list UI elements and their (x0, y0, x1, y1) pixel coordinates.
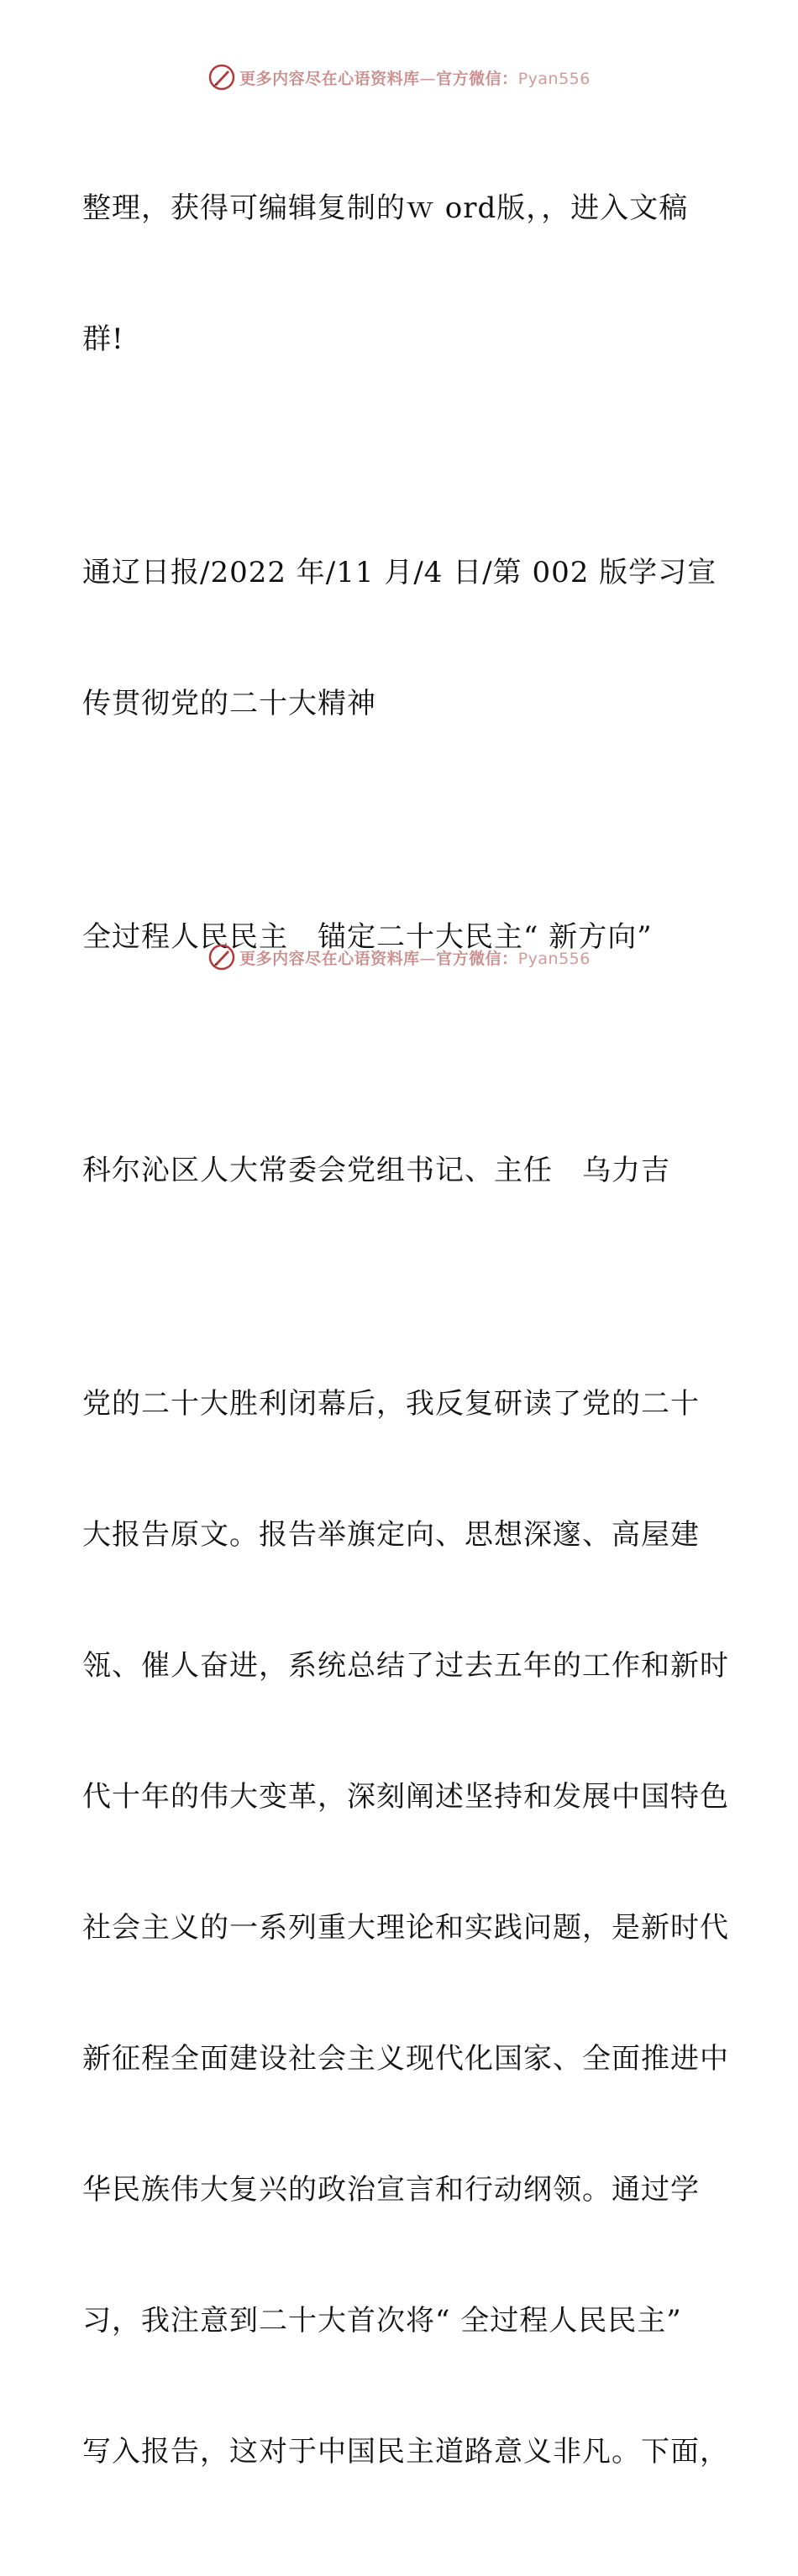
document-body (82, 99, 729, 2576)
text-line: 社会主义的一系列重大理论和实践问题，是新时代 (82, 1911, 729, 1945)
text-line: 传贯彻党的二十大精神 (82, 687, 376, 720)
text-line: 全过程人民民主 锚定二十大民主“ 新方向” (82, 920, 653, 954)
quill-pen-logo-icon (207, 943, 236, 971)
text-line: 通辽日报/2022 年/11 月/4 日/第 002 版学习宣 (82, 556, 717, 589)
text-line: 代十年的伟大变革，深刻阐述坚持和发展中国特色 (82, 1780, 729, 1814)
header-watermark (0, 60, 798, 94)
text-line: 大报告原文。报告举旗定向、思想深邃、高屋建 (82, 1518, 700, 1552)
watermark-text: 更多内容尽在心语资料库—官方微信：Pyan556 (239, 949, 591, 968)
text-line: 习，我注意到二十大首次将“ 全过程人民民主” (82, 2304, 682, 2338)
article-title (82, 828, 721, 1046)
text-line: 整理，获得可编辑复制的ｗ ord版，，进入文稿 (82, 191, 689, 225)
footer-watermark (0, 940, 798, 974)
text-line: 党的二十大胜利闭幕后，我反复研读了党的二十 (82, 1387, 700, 1421)
text-line: 写入报告，这对于中国民主道路意义非凡。下面， (82, 2435, 729, 2469)
paragraph-source (82, 463, 721, 813)
paragraph-main (82, 1295, 729, 2561)
quill-pen-logo-icon (207, 63, 236, 92)
text-line: 科尔沁区人大常委会党组书记、主任 乌力吉 (82, 1154, 670, 1187)
paragraph-intro (82, 99, 721, 448)
text-line: 华民族伟大复兴的政治宣言和行动纲领。通过学 (82, 2173, 700, 2207)
text-line: 群! (82, 322, 124, 356)
article-author (82, 1061, 721, 1280)
watermark-text: 更多内容尽在心语资料库—官方微信：Pyan556 (239, 69, 591, 88)
text-line: 新征程全面建设社会主义现代化国家、全面推进中 (82, 2042, 729, 2076)
text-line: 瓴、催人奋进，系统总结了过去五年的工作和新时 (82, 1649, 729, 1683)
